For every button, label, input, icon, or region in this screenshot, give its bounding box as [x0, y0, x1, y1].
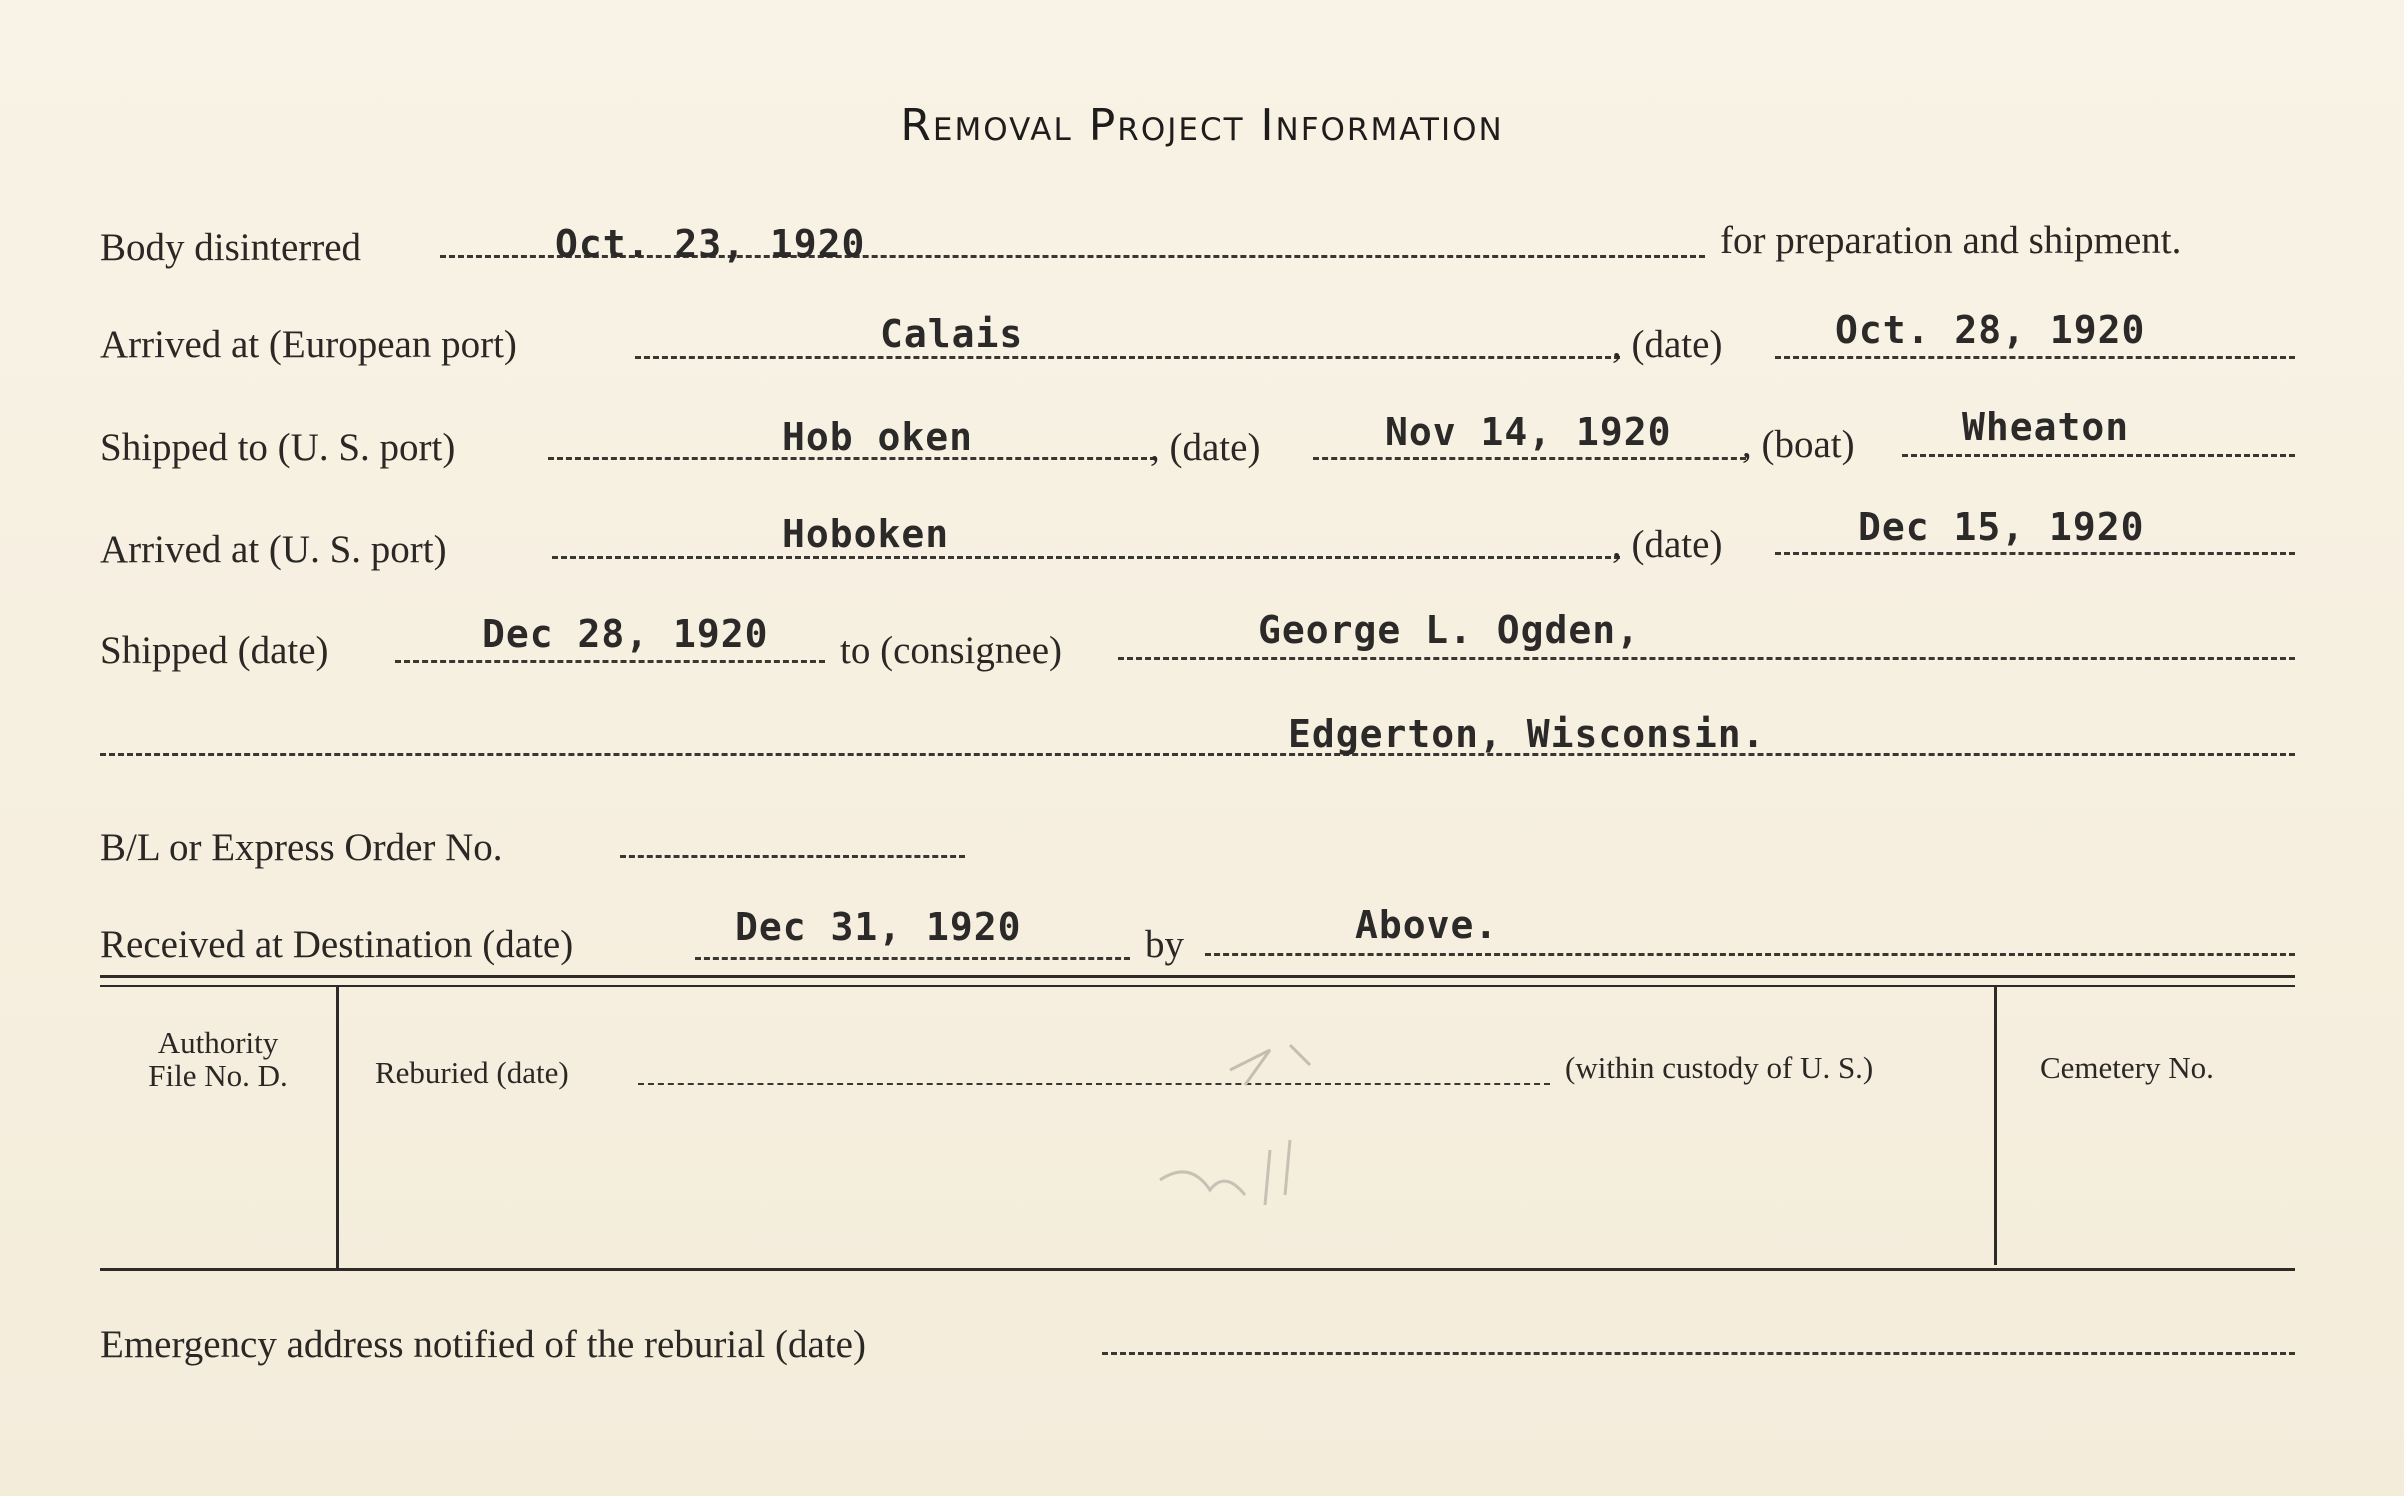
arrived-european-date-label: , (date)	[1612, 323, 1723, 366]
reburied-line	[638, 1083, 1550, 1085]
received-by-label: by	[1145, 923, 1184, 966]
cemetery-label: Cemetery No.	[2040, 1050, 2214, 1085]
consignee-address-line	[100, 753, 2295, 756]
arrived-european-port-value: Calais	[880, 312, 1024, 356]
received-by-value: Above.	[1355, 903, 1499, 947]
body-disinterred-date: Oct. 23, 1920	[555, 222, 866, 266]
card-title: Removal Project Information	[900, 100, 1504, 151]
body-disinterred-label: Body disinterred	[100, 226, 362, 269]
arrived-european-date: Oct. 28, 1920	[1835, 308, 2146, 352]
emergency-notified-label: Emergency address notified of the reburial (date)	[100, 1323, 866, 1366]
shipped-date: Dec 28, 1920	[482, 612, 769, 656]
pencil-marks	[1150, 1030, 1380, 1230]
shipped-us-port-value: Hob oken	[782, 415, 974, 459]
table-top-rule	[100, 975, 2295, 978]
body-disinterred-suffix: for preparation and shipment.	[1720, 219, 2182, 262]
bl-express-order-label: B/L or Express Order No.	[100, 826, 503, 869]
shipped-us-boat: Wheaton	[1962, 405, 2130, 449]
received-destination-line	[695, 957, 1130, 960]
arrived-us-date-line	[1775, 552, 2295, 555]
table-bottom-rule	[100, 1268, 2295, 1271]
shipped-us-port-label: Shipped to (U. S. port)	[100, 426, 456, 469]
arrived-us-date-label: , (date)	[1612, 523, 1723, 566]
authority-label-line2: File No. D.	[148, 1058, 288, 1093]
received-by-line	[1205, 953, 2295, 956]
received-destination-label: Received at Destination (date)	[100, 923, 574, 966]
emergency-notified-line	[1102, 1352, 2295, 1355]
table-divider-right	[1994, 987, 1997, 1265]
shipped-us-boat-label: , (boat)	[1742, 423, 1855, 466]
reburied-label: Reburied (date)	[375, 1055, 569, 1090]
received-destination-date: Dec 31, 1920	[735, 905, 1022, 949]
shipped-date-line	[395, 660, 825, 663]
consignee-name: George L. Ogden,	[1258, 608, 1641, 652]
consignee-label: to (consignee)	[840, 629, 1063, 672]
table-top-rule-inner	[100, 985, 2295, 987]
bl-express-order-line	[620, 855, 965, 858]
arrived-us-port-label: Arrived at (U. S. port)	[100, 528, 447, 571]
arrived-us-date: Dec 15, 1920	[1858, 505, 2145, 549]
custody-label: (within custody of U. S.)	[1565, 1050, 1874, 1085]
shipped-us-boat-line	[1902, 454, 2295, 457]
shipped-us-date-label: , (date)	[1150, 426, 1261, 469]
shipped-us-date: Nov 14, 1920	[1385, 410, 1672, 454]
consignee-line	[1118, 657, 2295, 660]
arrived-us-port-value: Hoboken	[782, 512, 950, 556]
table-divider-left	[336, 987, 339, 1269]
consignee-address: Edgerton, Wisconsin.	[1288, 712, 1766, 756]
arrived-european-port-line	[635, 356, 1620, 359]
arrived-european-port-label: Arrived at (European port)	[100, 323, 517, 366]
shipped-date-label: Shipped (date)	[100, 629, 329, 672]
arrived-european-date-line	[1775, 356, 2295, 359]
shipped-us-date-line	[1313, 457, 1746, 460]
authority-label-line1: Authority	[157, 1025, 279, 1060]
arrived-us-port-line	[552, 556, 1620, 559]
